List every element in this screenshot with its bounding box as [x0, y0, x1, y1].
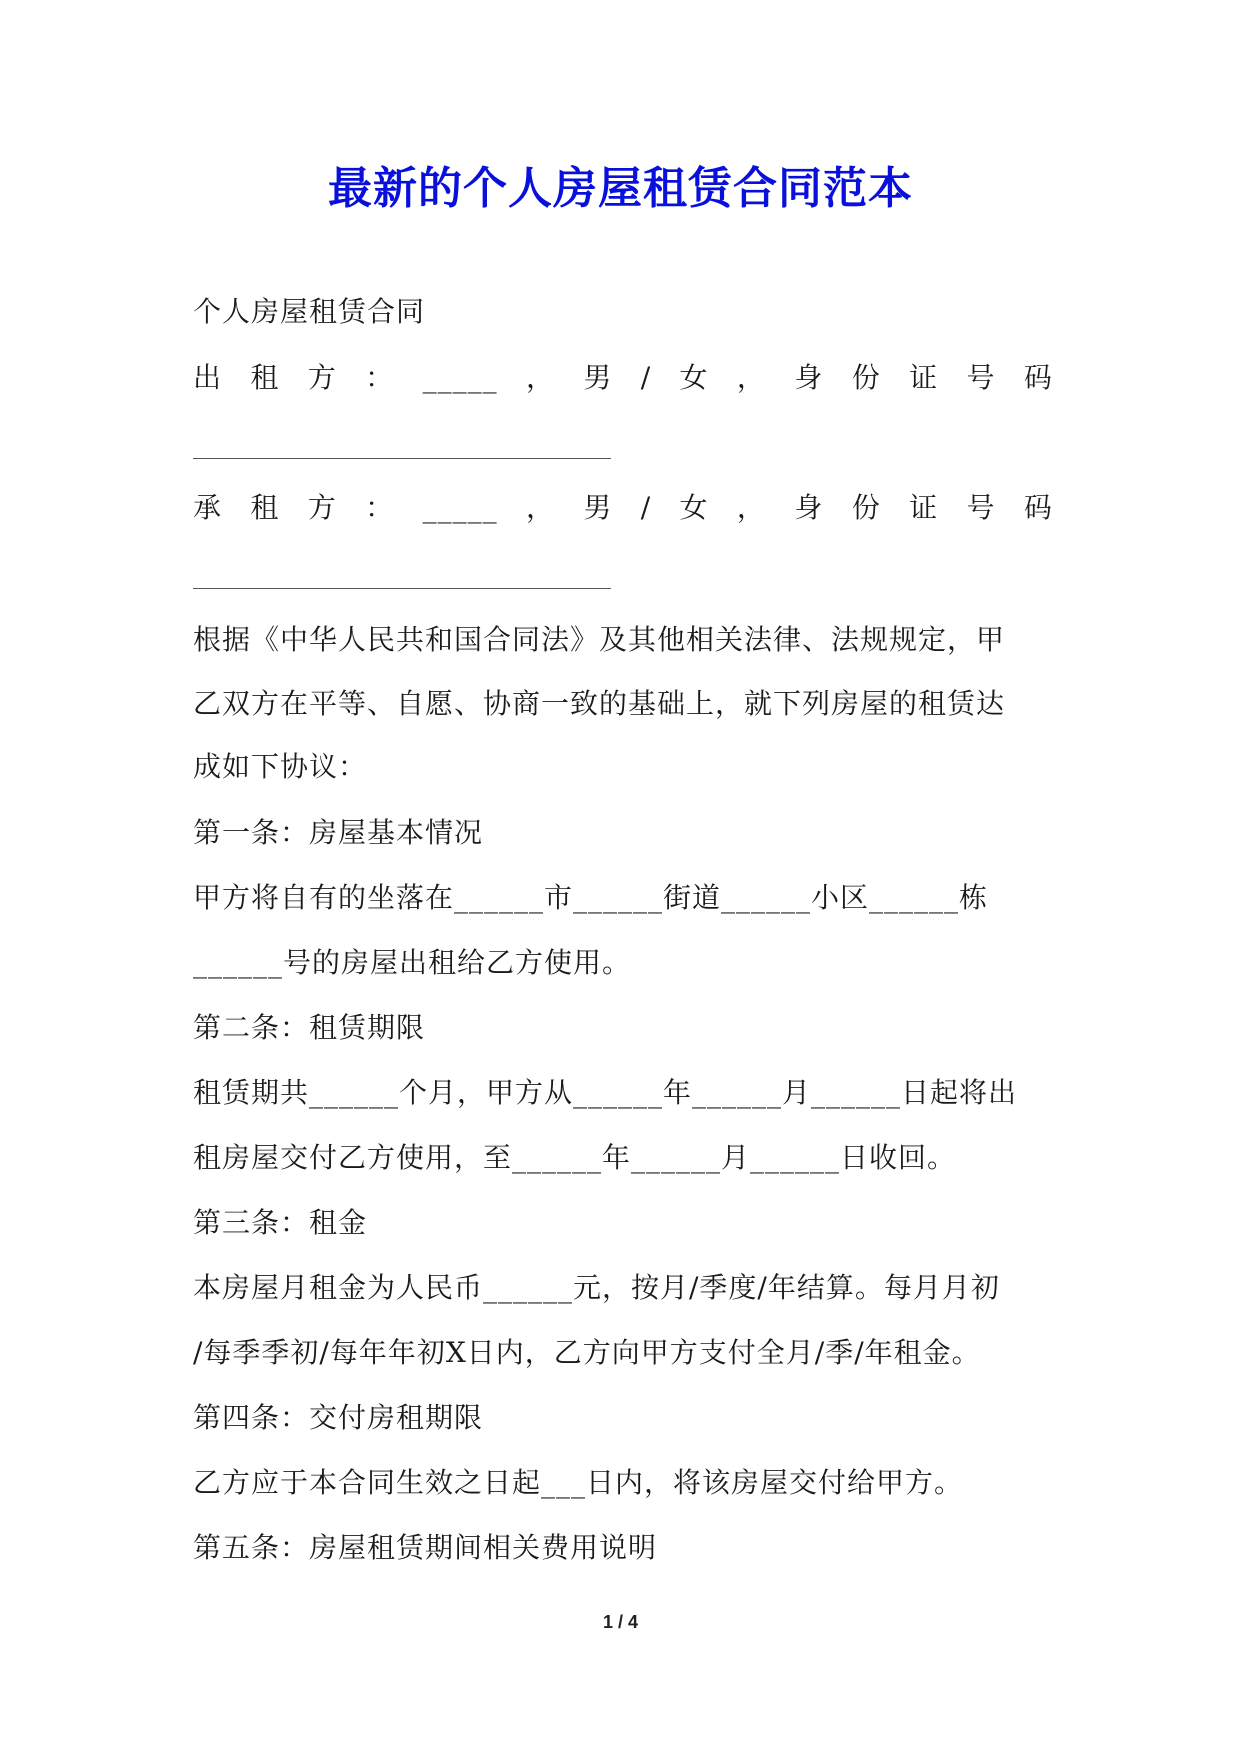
lessee-char: 租: [250, 491, 280, 524]
body-line: 租房屋交付乙方使用，至______年______月______日收回。: [193, 1141, 957, 1174]
lessor-name-blank: _____: [422, 361, 498, 394]
body-line: 乙方应于本合同生效之日起___日内，将该房屋交付给甲方。: [193, 1466, 964, 1499]
lessee-char: 证: [909, 491, 939, 524]
page-number: 1 / 4: [602, 1612, 639, 1632]
article-heading: 第三条：租金: [193, 1206, 368, 1239]
article-heading: 第四条：交付房租期限: [193, 1401, 484, 1434]
article-heading: 第五条：房屋租赁期间相关费用说明: [193, 1531, 658, 1564]
body-line: 租赁期共______个月，甲方从______年______月______日起将出: [193, 1076, 1018, 1109]
contract-subtitle: 个人房屋租赁合同: [193, 295, 426, 328]
body-line: 本房屋月租金为人民币______元，按月/季度/年结算。每月月初: [193, 1271, 1000, 1304]
body-line: 甲方将自有的坐落在______市______街道______小区______栋: [193, 881, 989, 914]
lessor-char: ：: [365, 361, 395, 394]
lessee-char: 女: [679, 491, 709, 524]
body-line: 根据《中华人民共和国合同法》及其他相关法律、法规规定，甲: [193, 623, 1006, 656]
body-line: ______号的房屋出租给乙方使用。: [193, 946, 632, 979]
lessee-id-blank-line: [193, 588, 611, 589]
lessee-char: 码: [1023, 491, 1053, 524]
lessor-char: 证: [909, 361, 939, 394]
lessee-char: 承: [193, 491, 223, 524]
body-line: 乙双方在平等、自愿、协商一致的基础上，就下列房屋的租赁达: [193, 687, 1006, 720]
article-heading: 第一条：房屋基本情况: [193, 816, 484, 849]
lessor-char: 男: [583, 361, 613, 394]
article-heading: 第二条：租赁期限: [193, 1011, 426, 1044]
body-line: 成如下协议：: [193, 750, 368, 783]
document-title: 最新的个人房屋租赁合同范本: [328, 163, 913, 214]
lessor-char: 方: [307, 361, 337, 394]
lessor-char: 出: [193, 361, 223, 394]
lessor-char: 租: [250, 361, 280, 394]
lessee-char: /: [640, 491, 652, 524]
lessor-char: 份: [851, 361, 881, 394]
lessee-line: [193, 488, 1053, 528]
lessor-char: ，: [736, 361, 766, 394]
lessee-name-blank: _____: [422, 491, 498, 524]
lessee-char: 男: [583, 491, 613, 524]
lessee-char: ：: [365, 491, 395, 524]
body-line: /每季季初/每年年初X日内，乙方向甲方支付全月/季/年租金。: [193, 1336, 981, 1369]
lessor-char: 女: [679, 361, 709, 394]
lessor-line: [193, 358, 1053, 398]
lessee-char: 号: [966, 491, 996, 524]
lessee-char: ，: [736, 491, 766, 524]
lessee-char: 身: [794, 491, 824, 524]
lessee-char: 份: [851, 491, 881, 524]
lessor-id-blank-line: [193, 458, 611, 459]
lessor-char: 身: [794, 361, 824, 394]
lessor-char: 号: [966, 361, 996, 394]
lessee-char: ，: [525, 491, 555, 524]
lessor-char: /: [640, 361, 652, 394]
lessor-char: 码: [1023, 361, 1053, 394]
lessor-char: ，: [525, 361, 555, 394]
lessee-char: 方: [307, 491, 337, 524]
